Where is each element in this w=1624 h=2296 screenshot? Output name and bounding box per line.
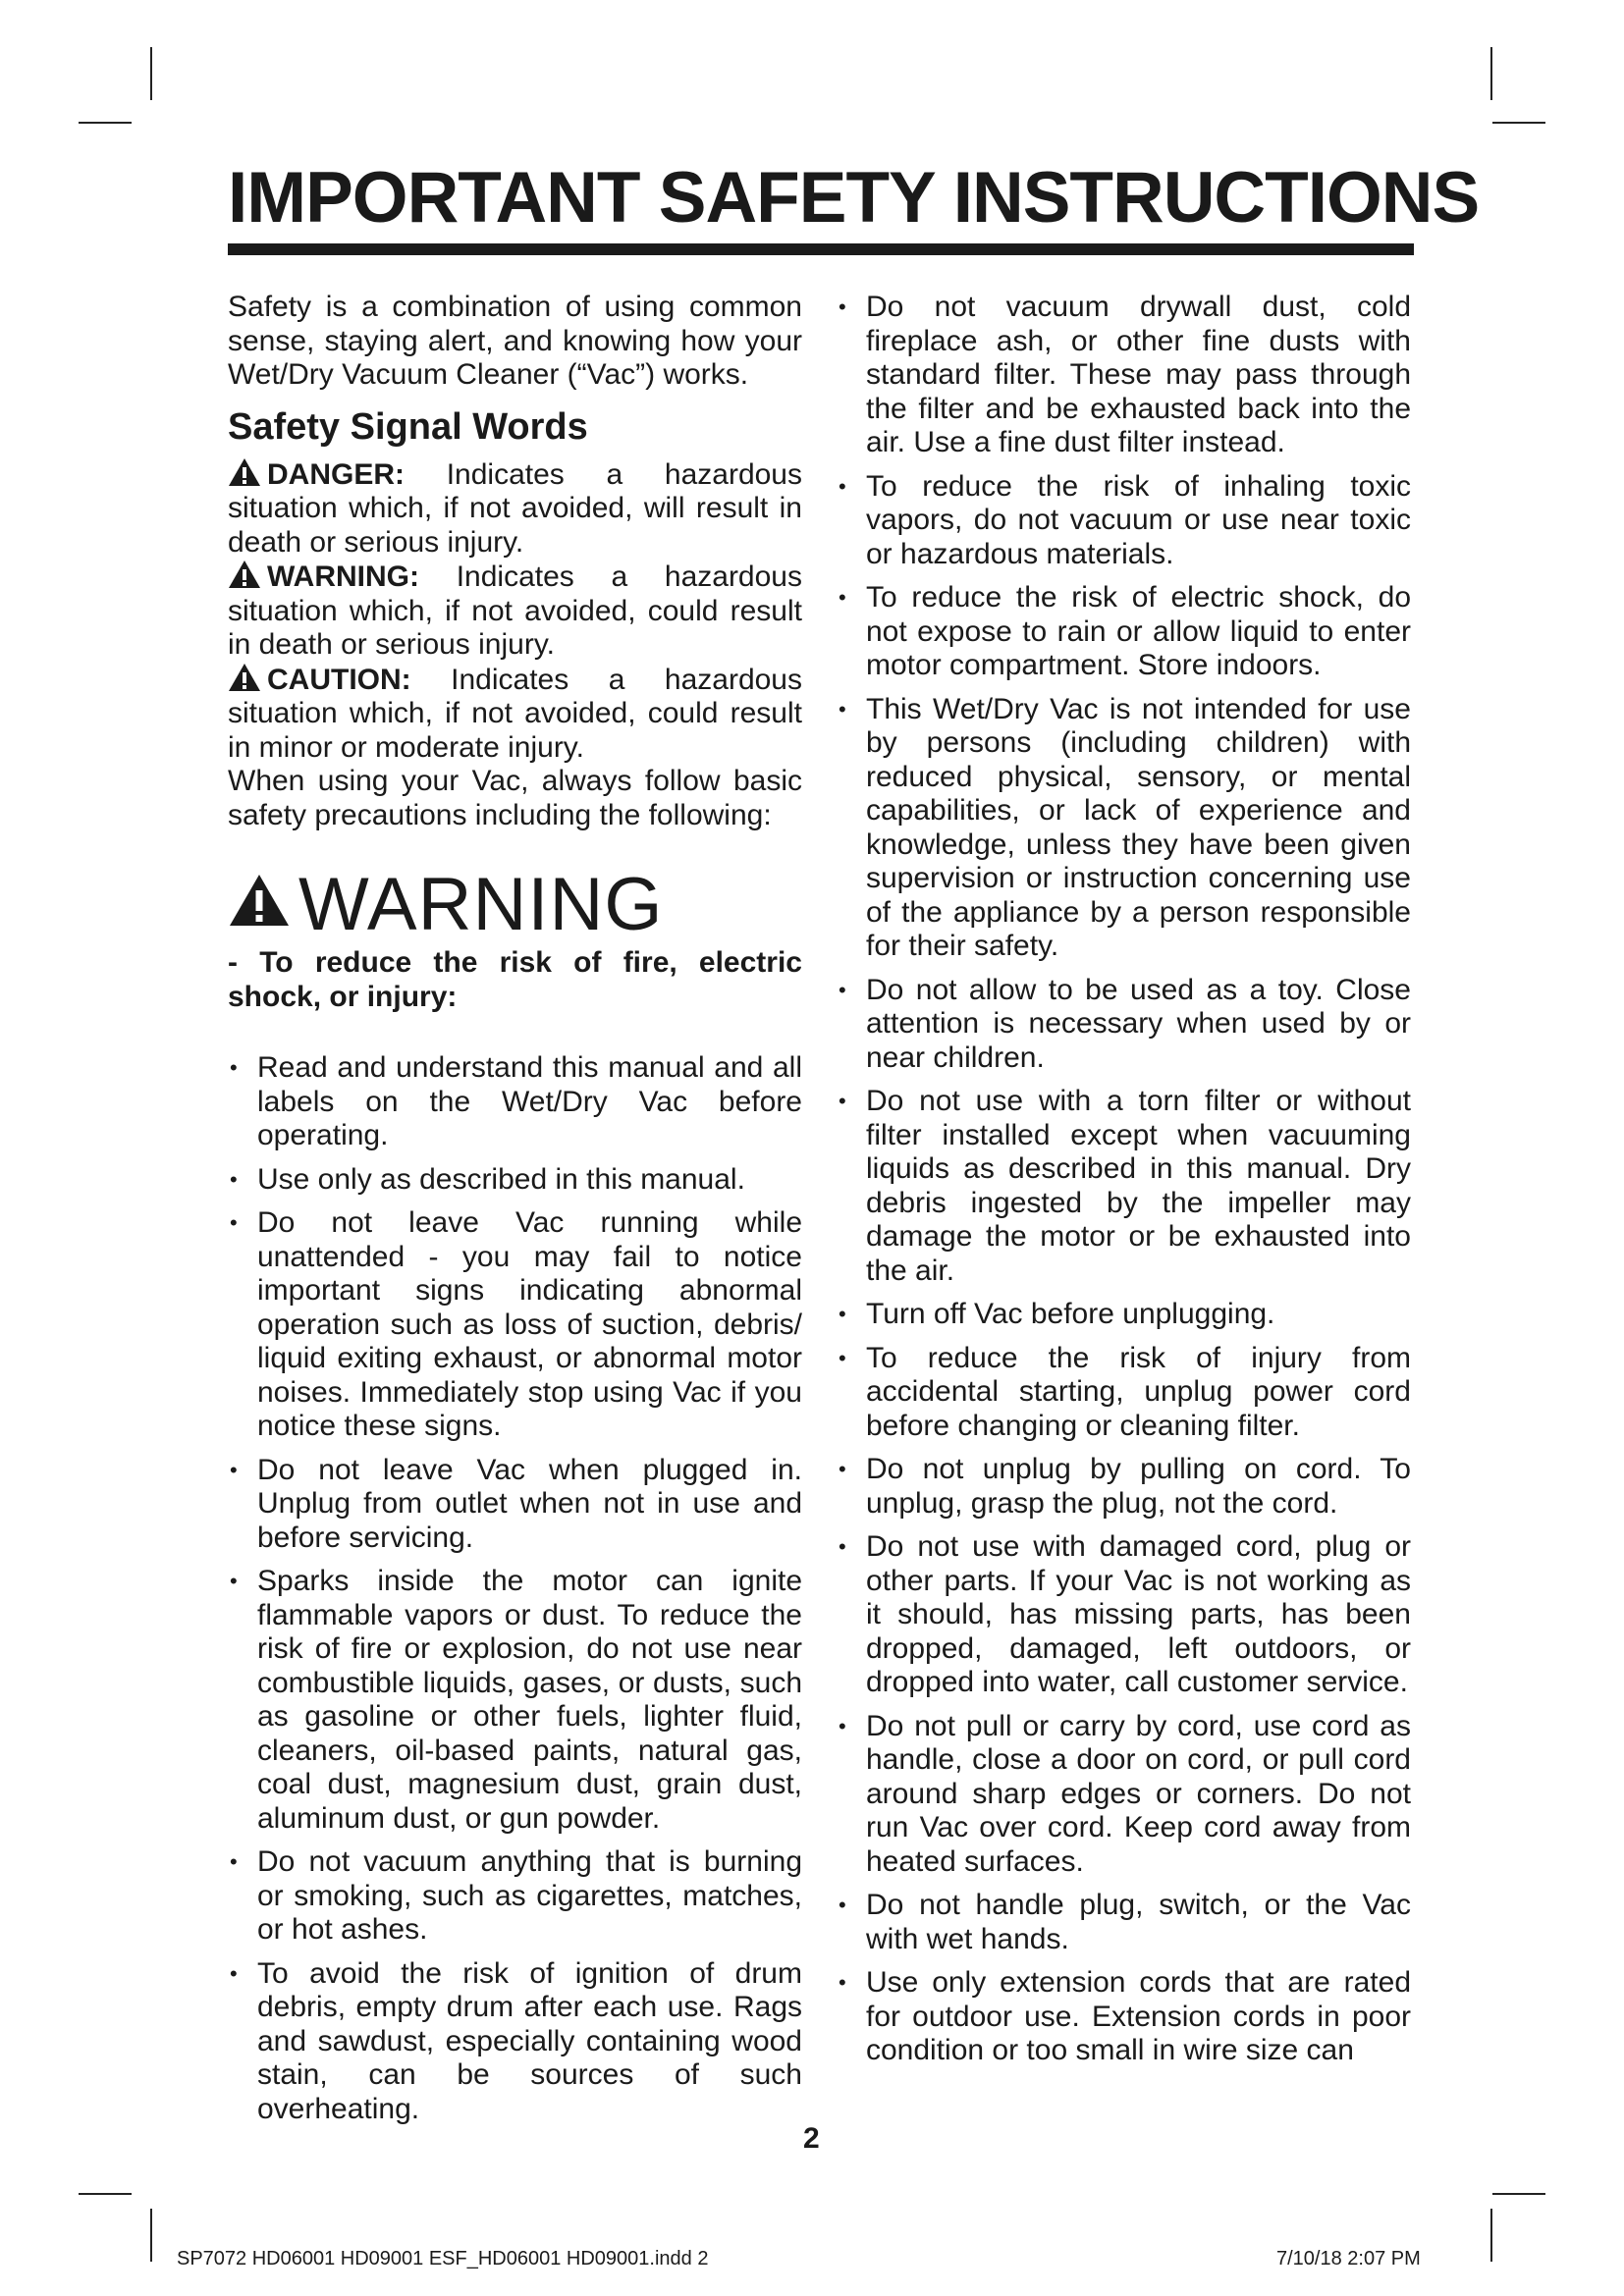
right-column <box>837 291 1411 2078</box>
caution-text: Indicates a hazardous situation which, if not avoided, could result in minor or moderate injury. <box>228 663 802 764</box>
page-title: IMPORTANT SAFETY INSTRUCTIONS <box>228 158 1480 238</box>
caution-label: CAUTION: <box>267 663 411 696</box>
warning-triangle-icon <box>228 663 261 692</box>
list-item: • Sparks inside the motor can ignite flammable vapors or dust. To reduce the risk of fire or explosion, do not use near combustible liquids, gases, or dusts, such as gasoline or other fuels, lighter fluid, cleaners, oil-based paints, natural gas, coal dust, magnesium dust, grain dust, aluminum dust, or gun powder. <box>228 1565 802 1836</box>
list-item: • Do not vacuum drywall dust, cold fireplace ash, or other fine dusts with standard filter. These may pass through the filter and be exhausted back into the air. Use a fine dust filter instead. <box>837 291 1411 460</box>
warning-triangle-icon <box>228 457 261 487</box>
list-item: • Turn off Vac before unplugging. <box>837 1298 1411 1332</box>
warning-block <box>228 863 802 1014</box>
intro-text: Safety is a combination of using common sense, staying alert, and knowing how your Wet/Dry Vacuum Cleaner (“Vac”) works. <box>228 291 802 391</box>
warning-triangle-icon <box>228 560 261 589</box>
page-number: 2 <box>803 2122 820 2155</box>
list-item: • Do not use with damaged cord, plug or other parts. If your Vac is not working as it should, has missing parts, has been dropped, damaged, left outdoors, or dropped into water, call customer service. <box>837 1530 1411 1700</box>
list-item: • Do not use with a torn filter or without filter installed except when vacuuming liquids as described in this manual. Dry debris ingested by the impeller may damage the motor or be exhausted into the air. <box>837 1085 1411 1288</box>
crop-mark <box>1492 2193 1545 2195</box>
crop-mark <box>150 2209 152 2262</box>
crop-mark <box>1490 47 1492 100</box>
list-item: • Do not allow to be used as a toy. Close attention is necessary when used by or near children. <box>837 974 1411 1076</box>
left-bullet-list <box>228 1051 802 2126</box>
warning-definition <box>228 560 802 663</box>
danger-definition <box>228 457 802 561</box>
warning-heading <box>228 863 802 946</box>
crop-mark <box>1492 122 1545 124</box>
crop-mark <box>150 47 152 100</box>
list-item: • To reduce the risk of inhaling toxic vapors, do not vacuum or use near toxic or hazardous materials. <box>837 470 1411 572</box>
crop-mark <box>79 2193 132 2195</box>
list-item: • Use only as described in this manual. <box>228 1163 802 1198</box>
footer-file-info: SP7072 HD06001 HD09001 ESF_HD06001 HD09001.indd 2 <box>177 2248 709 2269</box>
list-item: • Do not pull or carry by cord, use cord as handle, close a door on cord, or pull cord around sharp edges or corners. Do not run Vac over cord. Keep cord away from heated surfaces. <box>837 1710 1411 1880</box>
footer-timestamp: 7/10/18 2:07 PM <box>1276 2248 1421 2269</box>
danger-label: DANGER: <box>267 457 405 491</box>
warning-subtitle: - To reduce the risk of fire, electric shock, or injury: <box>228 946 802 1013</box>
danger-text: Indicates a hazardous situation which, if not avoided, will result in death or serious injury. <box>228 457 802 559</box>
warning-triangle-icon <box>228 873 291 928</box>
warning-text: Indicates a hazardous situation which, if not avoided, could result in death or serious injury. <box>228 561 802 661</box>
list-item: • To reduce the risk of electric shock, do not expose to rain or allow liquid to enter motor compartment. Store indoors. <box>837 581 1411 683</box>
crop-mark <box>1490 2209 1492 2262</box>
right-bullet-list <box>837 291 1411 2068</box>
list-item: • Do not handle plug, switch, or the Vac with wet hands. <box>837 1889 1411 1956</box>
list-item: • To avoid the risk of ignition of drum debris, empty drum after each use. Rags and sawdust, especially containing wood stain, can be sources of such overheating. <box>228 1957 802 2127</box>
signal-words-heading: Safety Signal Words <box>228 405 588 448</box>
caution-definition <box>228 663 802 766</box>
list-item: • Do not leave Vac running while unattended - you may fail to notice important signs indicating abnormal operation such as loss of suction, debris/ liquid exiting exhaust, or abnormal motor noises. Immediately stop using Vac if you notice these signs. <box>228 1206 802 1444</box>
warning-label: WARNING: <box>267 561 419 593</box>
list-item: • Do not vacuum anything that is burning or smoking, such as cigarettes, matches, or hot ashes. <box>228 1845 802 1948</box>
warning-heading-text: WARNING <box>298 863 664 946</box>
crop-mark <box>79 122 132 124</box>
list-item: • Do not leave Vac when plugged in. Unplug from outlet when not in use and before servicing. <box>228 1454 802 1556</box>
list-item: • Do not unplug by pulling on cord. To unplug, grasp the plug, not the cord. <box>837 1453 1411 1521</box>
list-item: • This Wet/Dry Vac is not intended for use by persons (including children) with reduced physical, sensory, or mental capabilities, or lack of experience and knowledge, unless they have been given supervision or instruction concerning use of the appliance by a person responsible for their safety. <box>837 693 1411 964</box>
precautions-text: When using your Vac, always follow basic safety precautions including the following: <box>228 765 802 831</box>
title-rule <box>228 243 1414 255</box>
list-item: • To reduce the risk of injury from accidental starting, unplug power cord before changing or cleaning filter. <box>837 1342 1411 1444</box>
left-column <box>228 291 802 2136</box>
list-item: • Read and understand this manual and all labels on the Wet/Dry Vac before operating. <box>228 1051 802 1153</box>
list-item: • Use only extension cords that are rated for outdoor use. Extension cords in poor condition or too small in wire size can <box>837 1966 1411 2068</box>
